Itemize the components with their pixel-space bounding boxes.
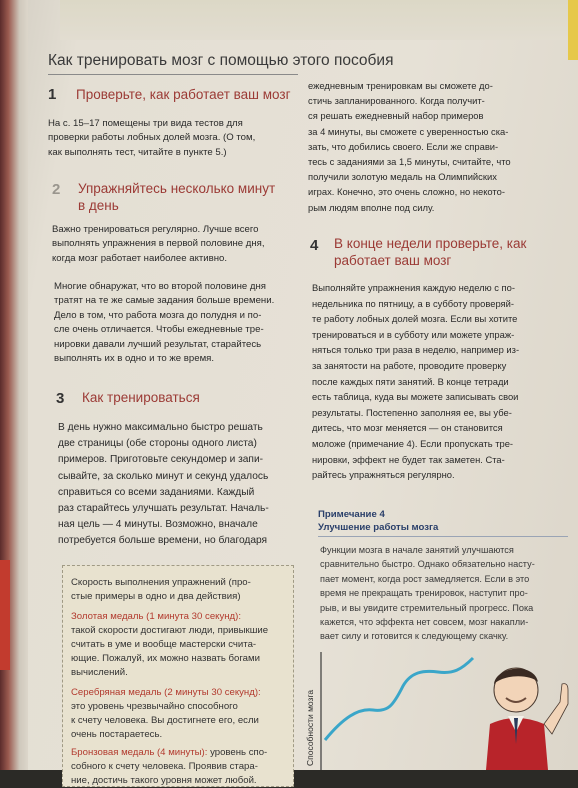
note-4-text: Функции мозга в начале занятий улучшаются сравнительно быстро. Однако обязательно насту- пает момент, когда рост замедляется. Если в это время не прекращать тренировок, наступит про- рыв, и вы увидите стремительный прогресс. Пока кажется, что эффекта нет совсем, мозг накапли- вает силу и готовится к следующему скачку. [320, 545, 535, 642]
note-rule [318, 536, 568, 537]
page-title: Как тренировать мозг с помощью этого пособия [48, 52, 394, 69]
section-2-title: Упражняйтесь несколько минут в день [78, 181, 276, 213]
section-3-number: 3 [56, 390, 65, 407]
speed-box-heading: Скорость выполнения упражнений (про- стые примеры в одно и два действия) [71, 577, 251, 602]
section-1-title: Проверьте, как работает ваш мозг [76, 87, 291, 102]
chart-y-label: Способности мозга [305, 689, 315, 766]
gold-medal-text: Золотая медаль (1 минута 30 секунд): такой скорости достигают люди, привыкшие считать в уме и вообще мастерски счита- ющие. Пожалуй, их можно назвать богами вычислений. [71, 611, 269, 678]
bronze-medal-text: Бронзовая медаль (4 минуты): уровень спо- собного к счету человека. Проявив стара- ние, достичь такого уровня может любой. [71, 747, 268, 786]
man-thumbs-up-illustration [478, 652, 578, 770]
speed-box [62, 565, 294, 787]
section-2-number: 2 [52, 181, 61, 198]
red-tab [0, 560, 10, 670]
section-4-number: 4 [310, 237, 319, 254]
top-band [60, 0, 578, 40]
book-spine [0, 0, 28, 770]
section-4-text: Выполняйте упражнения каждую неделю с по- недельника по пятницу, а в субботу проверяй- те работу лобных долей мозга. Если вы хотите тренироваться и в субботу или можете упраж- няться только три раза в неделю, например из- за занятости на работе, проводите проверку после каждых пяти занятий. В конце тетради есть таблица, куда вы можете записывать свои результаты. Постепенно заполняя ее, вы убе- дитесь, что мозг меняется — он становится моложе (примечание 4). Если пропускать тре- нировки, эффект не будет так заметен. Ста- райтесь упражняться регулярно. [312, 282, 520, 481]
column-2-top-text: ежедневным тренировкам вы сможете до- стичь запланированного. Когда получит- ся решать ежедневный набор примеров за 4 минуты, вы сможете с уверенностью ска- зать, что добились своего. Если же справи- тесь с заданиями за 1,5 минуты, считайте, что получили золотую медаль на Олимпийских играх. Конечно, это очень сложно, но некото- рым людям вполне под силу. [308, 80, 511, 213]
section-2-para-2: Многие обнаружат, что во второй половине дня тратят на те же самые задания больше времени. Дело в том, что работа мозга до полудня и по- сле очень отличается. Чтобы ежедневные тре- нировки давали лучший результат, старайтесь выполнять их в одно и то же время. [54, 281, 275, 365]
section-1-text: На с. 15–17 помещены три вида тестов для проверки работы лобных долей мозга. (О том, как выполнять тест, читайте в пункте 5.) [48, 118, 256, 158]
yellow-edge [568, 0, 578, 60]
section-2-para-1: Важно тренироваться регулярно. Лучше всего выполнять упражнения в первой половине дня, когда мозг работает наиболее активно. [52, 224, 265, 264]
section-4-title: В конце недели проверьте, как работает ваш мозг [334, 236, 527, 268]
section-3-text: В день нужно максимально быстро решать две страницы (обе стороны одного листа) примеров. Приготовьте секундомер и запи- сывайте, за сколько минут и секунд удалось справиться со всеми заданиями. Каждый раз старайтесь улучшать результат. Началь- ная цель — 4 минуты. Возможно, вначале потребуется больше времени, но благодаря [58, 422, 269, 547]
section-1-number: 1 [48, 86, 57, 103]
note-4-heading: Примечание 4 Улучшение работы мозга [318, 509, 439, 533]
title-rule [48, 74, 298, 75]
section-3-title: Как тренироваться [82, 390, 200, 405]
chart-line [325, 658, 473, 740]
silver-medal-text: Серебряная медаль (2 минуты 30 секунд): это уровень чрезвычайно способного к счету человека. Вы достигнете его, если очень постараетесь. [71, 687, 261, 740]
